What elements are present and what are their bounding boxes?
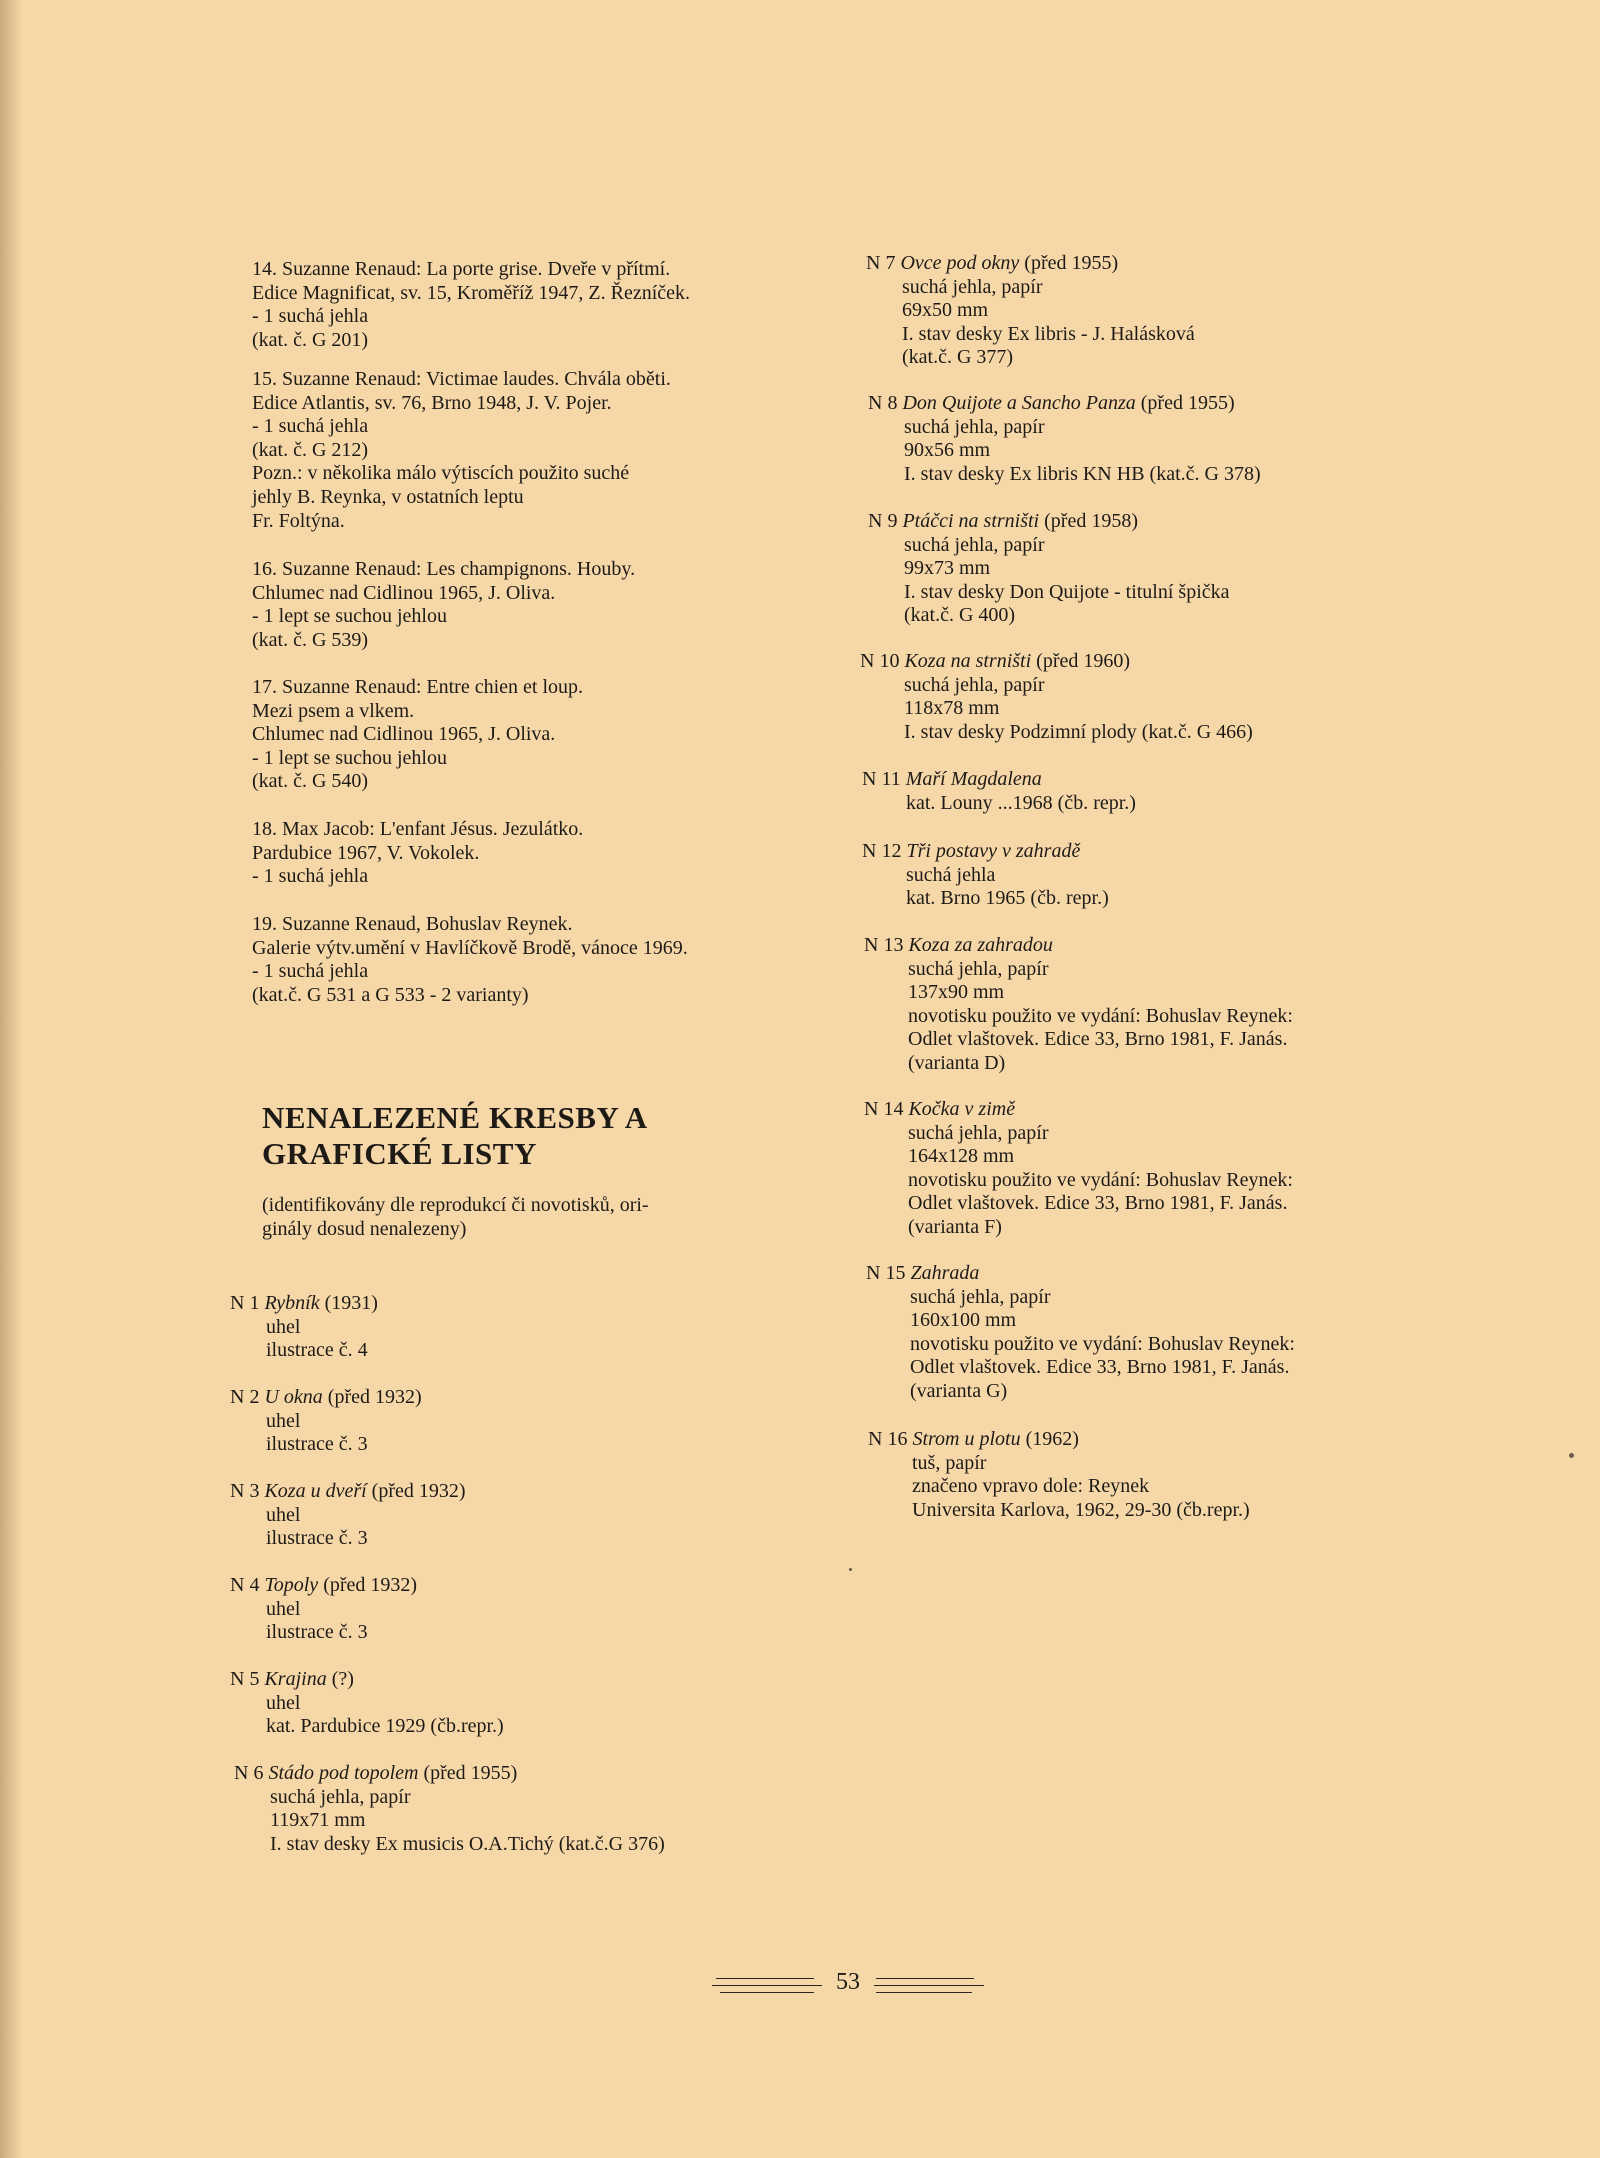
section-heading-line: GRAFICKÉ LISTY — [262, 1136, 537, 1171]
entry-line: Pardubice 1967, V. Vokolek. — [252, 841, 480, 864]
entry-line: 18. Max Jacob: L'enfant Jésus. Jezulátko. — [252, 818, 584, 840]
item-detail: suchá jehla, papír — [270, 1785, 411, 1808]
section-note — [262, 1193, 649, 1241]
catalog-item — [230, 1292, 378, 1363]
item-title: Tři postavy v zahradě — [906, 840, 1081, 862]
item-title: Kočka v zimě — [908, 1098, 1016, 1120]
footer-rule — [716, 1978, 814, 1979]
entry-line: (kat.č. G 531 a G 533 - 2 varianty) — [252, 983, 529, 1006]
item-date: (před 1955) — [1135, 392, 1235, 414]
catalog-item — [868, 1428, 1250, 1522]
entry-line: Pozn.: v několika málo výtiscích použito suché — [252, 462, 630, 485]
item-detail: uhel — [266, 1503, 301, 1526]
item-number: N 15 — [866, 1262, 906, 1284]
item-title: Zahrada — [910, 1262, 980, 1284]
item-number: N 9 — [868, 510, 898, 532]
item-detail: uhel — [266, 1597, 301, 1620]
catalog-item — [862, 840, 1109, 911]
entry-line: Chlumec nad Cidlinou 1965, J. Oliva. — [252, 581, 556, 604]
entry-line: - 1 suchá jehla — [252, 415, 369, 438]
item-title: Stádo pod topolem — [268, 1762, 419, 1784]
item-detail: (varianta D) — [908, 1051, 1006, 1074]
item-title: Topoly — [264, 1574, 319, 1596]
item-title: Ptáčci na strništi — [902, 510, 1040, 532]
entry-line: (kat. č. G 212) — [252, 438, 369, 461]
item-detail: novotisku použito ve vydání: Bohuslav Reynek: — [908, 1168, 1293, 1191]
item-detail: Odlet vlaštovek. Edice 33, Brno 1981, F. Janás. — [910, 1356, 1290, 1379]
item-detail: ilustrace č. 3 — [266, 1527, 368, 1550]
item-detail: uhel — [266, 1315, 301, 1338]
item-detail: 137x90 mm — [908, 981, 1005, 1004]
item-title: Koza u dveří — [264, 1480, 367, 1502]
item-date: (před 1955) — [418, 1762, 518, 1784]
item-number: N 12 — [862, 840, 902, 862]
entry-line: - 1 suchá jehla — [252, 960, 369, 983]
item-detail: suchá jehla — [906, 863, 996, 886]
item-detail: 164x128 mm — [908, 1145, 1015, 1168]
section-heading-line: NENALEZENÉ KRESBY A — [262, 1100, 648, 1135]
item-detail: 119x71 mm — [270, 1809, 366, 1832]
entry-line: - 1 suchá jehla — [252, 305, 369, 328]
catalog-item — [868, 392, 1261, 486]
item-title: Maří Magdalena — [905, 768, 1042, 790]
section-note-line: ginály dosud nenalezeny) — [262, 1218, 467, 1240]
item-number: N 14 — [864, 1098, 904, 1120]
item-number: N 10 — [860, 650, 900, 672]
item-detail: kat. Brno 1965 (čb. repr.) — [906, 887, 1109, 910]
footer-rule — [874, 1985, 984, 1986]
item-number: N 2 — [230, 1386, 260, 1408]
catalog-item — [860, 650, 1253, 744]
item-detail: suchá jehla, papír — [904, 533, 1045, 556]
catalog-item — [234, 1762, 665, 1856]
item-title: Krajina — [264, 1668, 327, 1690]
catalog-item — [864, 934, 1293, 1076]
paper-speck — [1569, 1453, 1574, 1458]
entry-line: 14. Suzanne Renaud: La porte grise. Dveře v přítmí. — [252, 258, 671, 280]
item-date: (?) — [326, 1668, 354, 1690]
item-number: N 4 — [230, 1574, 260, 1596]
item-title: U okna — [264, 1386, 323, 1408]
section-heading — [262, 1100, 648, 1172]
item-detail: I. stav desky Podzimní plody (kat.č. G 466) — [904, 720, 1253, 743]
footer-rule — [720, 1992, 814, 1993]
item-detail: ilustrace č. 4 — [266, 1339, 368, 1362]
entry-line: - 1 lept se suchou jehlou — [252, 605, 447, 628]
catalog-item — [230, 1668, 504, 1739]
section-note-line: (identifikovány dle reprodukcí či novotisků, ori- — [262, 1194, 649, 1216]
item-title: Don Quijote a Sancho Panza — [902, 392, 1136, 414]
item-number: N 13 — [864, 934, 904, 956]
item-date: (před 1958) — [1039, 510, 1138, 532]
footer-rule — [876, 1978, 974, 1979]
item-detail: uhel — [266, 1409, 301, 1432]
item-detail: I. stav desky Don Quijote - titulní špička — [904, 580, 1230, 603]
catalog-item — [862, 768, 1136, 815]
item-detail: (varianta G) — [910, 1379, 1008, 1402]
list-item — [252, 913, 688, 1007]
item-detail: suchá jehla, papír — [910, 1285, 1051, 1308]
item-detail: (kat.č. G 400) — [904, 604, 1016, 627]
item-number: N 16 — [868, 1428, 908, 1450]
item-date: (před 1932) — [322, 1386, 422, 1408]
list-item — [252, 368, 671, 533]
item-date: (před 1932) — [366, 1480, 466, 1502]
item-number: N 8 — [868, 392, 898, 414]
catalog-item — [230, 1386, 422, 1457]
page-binding-shadow — [0, 0, 22, 2158]
item-detail: suchá jehla, papír — [904, 415, 1045, 438]
item-detail: 118x78 mm — [904, 697, 1000, 720]
item-detail: Odlet vlaštovek. Edice 33, Brno 1981, F. Janás. — [908, 1192, 1288, 1215]
item-detail: I. stav desky Ex musicis O.A.Tichý (kat.č.G 376) — [270, 1832, 665, 1855]
page-number: 53 — [836, 1969, 860, 1995]
item-detail: tuš, papír — [912, 1451, 987, 1474]
catalog-item — [866, 1262, 1295, 1404]
item-detail: I. stav desky Ex libris - J. Halásková — [902, 322, 1195, 345]
item-title: Ovce pod okny — [900, 252, 1020, 274]
item-number: N 7 — [866, 252, 896, 274]
item-title: Koza za zahradou — [908, 934, 1053, 956]
item-number: N 3 — [230, 1480, 260, 1502]
item-number: N 6 — [234, 1762, 264, 1784]
entry-line: Edice Atlantis, sv. 76, Brno 1948, J. V. Pojer. — [252, 391, 612, 414]
item-date: (před 1932) — [318, 1574, 418, 1596]
item-detail: ilustrace č. 3 — [266, 1433, 368, 1456]
entry-line: Edice Magnificat, sv. 15, Kroměříž 1947, Z. Řezníček. — [252, 281, 691, 304]
entry-line: Chlumec nad Cidlinou 1965, J. Oliva. — [252, 723, 556, 746]
item-date: (1962) — [1020, 1428, 1079, 1450]
item-detail: (kat.č. G 377) — [902, 346, 1014, 369]
item-detail: suchá jehla, papír — [908, 1121, 1049, 1144]
item-number: N 1 — [230, 1292, 260, 1314]
catalog-item — [864, 1098, 1293, 1240]
item-detail: suchá jehla, papír — [904, 673, 1045, 696]
list-item — [252, 818, 583, 889]
item-detail: 160x100 mm — [910, 1309, 1017, 1332]
list-item — [252, 676, 583, 794]
item-detail: značeno vpravo dole: Reynek — [912, 1475, 1150, 1498]
item-detail: suchá jehla, papír — [908, 957, 1049, 980]
item-detail: 90x56 mm — [904, 439, 991, 462]
item-detail: (varianta F) — [908, 1215, 1002, 1238]
entry-line: - 1 lept se suchou jehlou — [252, 746, 447, 769]
item-date: (před 1955) — [1019, 252, 1119, 274]
entry-line: Fr. Foltýna. — [252, 509, 345, 532]
item-title: Koza na strništi — [904, 650, 1032, 672]
item-number: N 11 — [862, 768, 901, 790]
item-detail: kat. Pardubice 1929 (čb.repr.) — [266, 1715, 504, 1738]
catalog-item — [230, 1480, 466, 1551]
item-detail: kat. Louny ...1968 (čb. repr.) — [906, 791, 1136, 814]
entry-line: (kat. č. G 540) — [252, 770, 369, 793]
entry-line: jehly B. Reynka, v ostatních leptu — [252, 485, 524, 508]
item-number: N 5 — [230, 1668, 260, 1690]
catalog-item — [866, 252, 1195, 370]
entry-line: 16. Suzanne Renaud: Les champignons. Houby. — [252, 558, 636, 580]
catalog-item — [230, 1574, 417, 1645]
item-detail: 99x73 mm — [904, 557, 991, 580]
entry-line: (kat. č. G 201) — [252, 328, 369, 351]
entry-line: Galerie výtv.umění v Havlíčkově Brodě, vánoce 1969. — [252, 936, 688, 959]
item-detail: Universita Karlova, 1962, 29-30 (čb.repr.) — [912, 1498, 1250, 1521]
catalog-item — [868, 510, 1230, 628]
entry-line: 17. Suzanne Renaud: Entre chien et loup. — [252, 676, 584, 698]
entry-line: (kat. č. G 539) — [252, 628, 369, 651]
entry-line: Mezi psem a vlkem. — [252, 699, 415, 722]
item-date: (před 1960) — [1031, 650, 1131, 672]
list-item — [252, 258, 690, 352]
item-detail: suchá jehla, papír — [902, 275, 1043, 298]
paper-speck — [849, 1568, 852, 1571]
item-date: (1931) — [319, 1292, 378, 1314]
list-item — [252, 558, 635, 652]
item-detail: novotisku použito ve vydání: Bohuslav Reynek: — [910, 1332, 1295, 1355]
item-title: Strom u plotu — [912, 1428, 1021, 1450]
item-detail: uhel — [266, 1691, 301, 1714]
item-detail: I. stav desky Ex libris KN HB (kat.č. G 378) — [904, 462, 1261, 485]
item-title: Rybník — [264, 1292, 320, 1314]
entry-line: 19. Suzanne Renaud, Bohuslav Reynek. — [252, 913, 573, 935]
entry-line: 15. Suzanne Renaud: Victimae laudes. Chvála oběti. — [252, 368, 671, 390]
item-detail: ilustrace č. 3 — [266, 1621, 368, 1644]
item-detail: novotisku použito ve vydání: Bohuslav Reynek: — [908, 1004, 1293, 1027]
item-detail: Odlet vlaštovek. Edice 33, Brno 1981, F. Janás. — [908, 1028, 1288, 1051]
entry-line: - 1 suchá jehla — [252, 865, 369, 888]
item-detail: 69x50 mm — [902, 299, 989, 322]
page-footer — [710, 1966, 990, 2006]
footer-rule — [876, 1992, 972, 1993]
footer-rule — [712, 1985, 822, 1986]
